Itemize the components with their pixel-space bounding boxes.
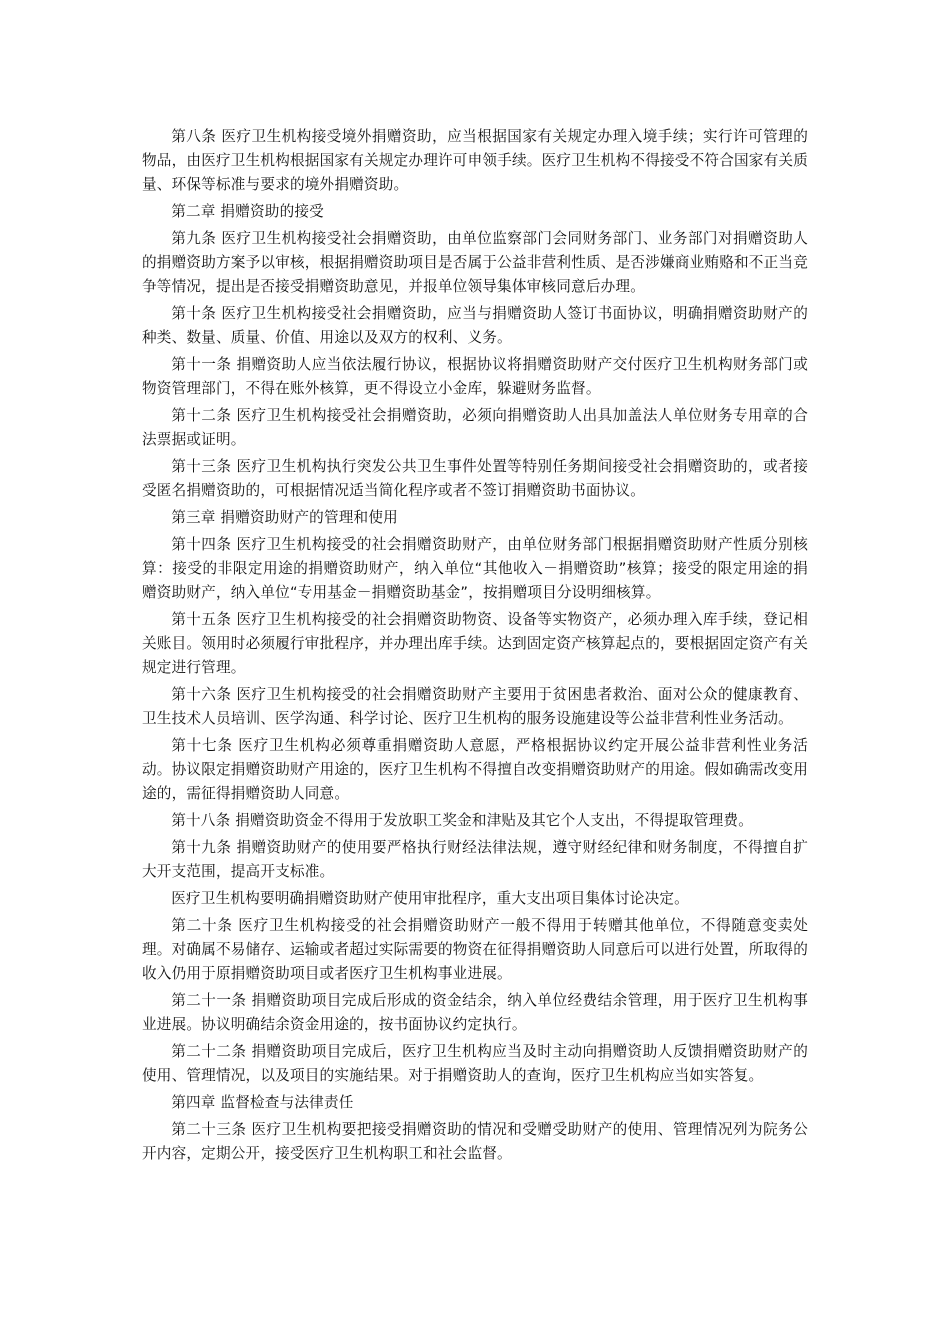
- article-17: 第十七条 医疗卫生机构必须尊重捐赠资助人意愿，严格根据协议约定开展公益非营利性业务活动。协议限定捐赠资助财产用途的，医疗卫生机构不得擅自改变捐赠资助财产的用途。假如确需改变用途的，需征得捐赠资助人同意。: [142, 737, 808, 802]
- article-16: 第十六条 医疗卫生机构接受的社会捐赠资助财产主要用于贫困患者救治、面对公众的健康教育、卫生技术人员培训、医学沟通、科学讨论、医疗卫生机构的服务设施建设等公益非营利性业务活动。: [142, 686, 808, 727]
- article-19-supplement: 医疗卫生机构要明确捐赠资助财产使用审批程序，重大支出项目集体讨论决定。: [171, 890, 689, 907]
- chapter-3-heading: 第三章 捐赠资助财产的管理和使用: [171, 509, 398, 526]
- article-9: 第九条 医疗卫生机构接受社会捐赠资助，由单位监察部门会同财务部门、业务部门对捐赠资助人的捐赠资助方案予以审核，根据捐赠资助项目是否属于公益非营利性质、是否涉嫌商业贿赂和不正当竞争等情况，提出是否接受捐赠资助意见，并报单位领导集体审核同意后办理。: [142, 230, 808, 295]
- document-body: [142, 125, 808, 1169]
- article-21: 第二十一条 捐赠资助项目完成后形成的资金结余，纳入单位经费结余管理，用于医疗卫生机构事业进展。协议明确结余资金用途的，按书面协议约定执行。: [142, 992, 808, 1033]
- article-23: 第二十三条 医疗卫生机构要把接受捐赠资助的情况和受赠受助财产的使用、管理情况列为院务公开内容，定期公开，接受医疗卫生机构职工和社会监督。: [142, 1121, 808, 1162]
- article-19: 第十九条 捐赠资助财产的使用要严格执行财经法律法规，遵守财经纪律和财务制度，不得擅自扩大开支范围，提高开支标准。: [142, 839, 808, 880]
- article-11: 第十一条 捐赠资助人应当依法履行协议，根据协议将捐赠资助财产交付医疗卫生机构财务部门或物资管理部门，不得在账外核算，更不得设立小金库，躲避财务监督。: [142, 356, 808, 397]
- article-8: 第八条 医疗卫生机构接受境外捐赠资助，应当根据国家有关规定办理入境手续；实行许可管理的物品，由医疗卫生机构根据国家有关规定办理许可申领手续。医疗卫生机构不得接受不符合国家有关质量、环保等标准与要求的境外捐赠资助。: [142, 128, 808, 193]
- article-12: 第十二条 医疗卫生机构接受社会捐赠资助，必须向捐赠资助人出具加盖法人单位财务专用章的合法票据或证明。: [142, 407, 808, 448]
- article-14: 第十四条 医疗卫生机构接受的社会捐赠资助财产，由单位财务部门根据捐赠资助财产性质分别核算：接受的非限定用途的捐赠资助财产，纳入单位“其他收入－捐赠资助”核算；接受的限定用途的捐赠资助财产，纳入单位“专用基金－捐赠资助基金”，按捐赠项目分设明细核算。: [142, 536, 808, 601]
- article-22: 第二十二条 捐赠资助项目完成后，医疗卫生机构应当及时主动向捐赠资助人反馈捐赠资助财产的使用、管理情况，以及项目的实施结果。对于捐赠资助人的查询，医疗卫生机构应当如实答复。: [142, 1043, 808, 1084]
- article-10: 第十条 医疗卫生机构接受社会捐赠资助，应当与捐赠资助人签订书面协议，明确捐赠资助财产的种类、数量、质量、价值、用途以及双方的权利、义务。: [142, 305, 808, 346]
- article-18: 第十八条 捐赠资助资金不得用于发放职工奖金和津贴及其它个人支出，不得提取管理费。: [171, 812, 753, 829]
- chapter-2-heading: 第二章 捐赠资助的接受: [171, 203, 324, 220]
- article-13: 第十三条 医疗卫生机构执行突发公共卫生事件处置等特别任务期间接受社会捐赠资助的，或者接受匿名捐赠资助的，可根据情况适当简化程序或者不签订捐赠资助书面协议。: [142, 458, 808, 499]
- chapter-4-heading: 第四章 监督检查与法律责任: [171, 1094, 354, 1111]
- article-15: 第十五条 医疗卫生机构接受的社会捐赠资助物资、设备等实物资产，必须办理入库手续，登记相关账目。领用时必须履行审批程序，并办理出库手续。达到固定资产核算起点的，要根据固定资产有关规定进行管理。: [142, 611, 808, 676]
- article-20: 第二十条 医疗卫生机构接受的社会捐赠资助财产一般不得用于转赠其他单位，不得随意变卖处理。对确属不易储存、运输或者超过实际需要的物资在征得捐赠资助人同意后可以进行处置，所取得的收入仍用于原捐赠资助项目或者医疗卫生机构事业进展。: [142, 917, 808, 982]
